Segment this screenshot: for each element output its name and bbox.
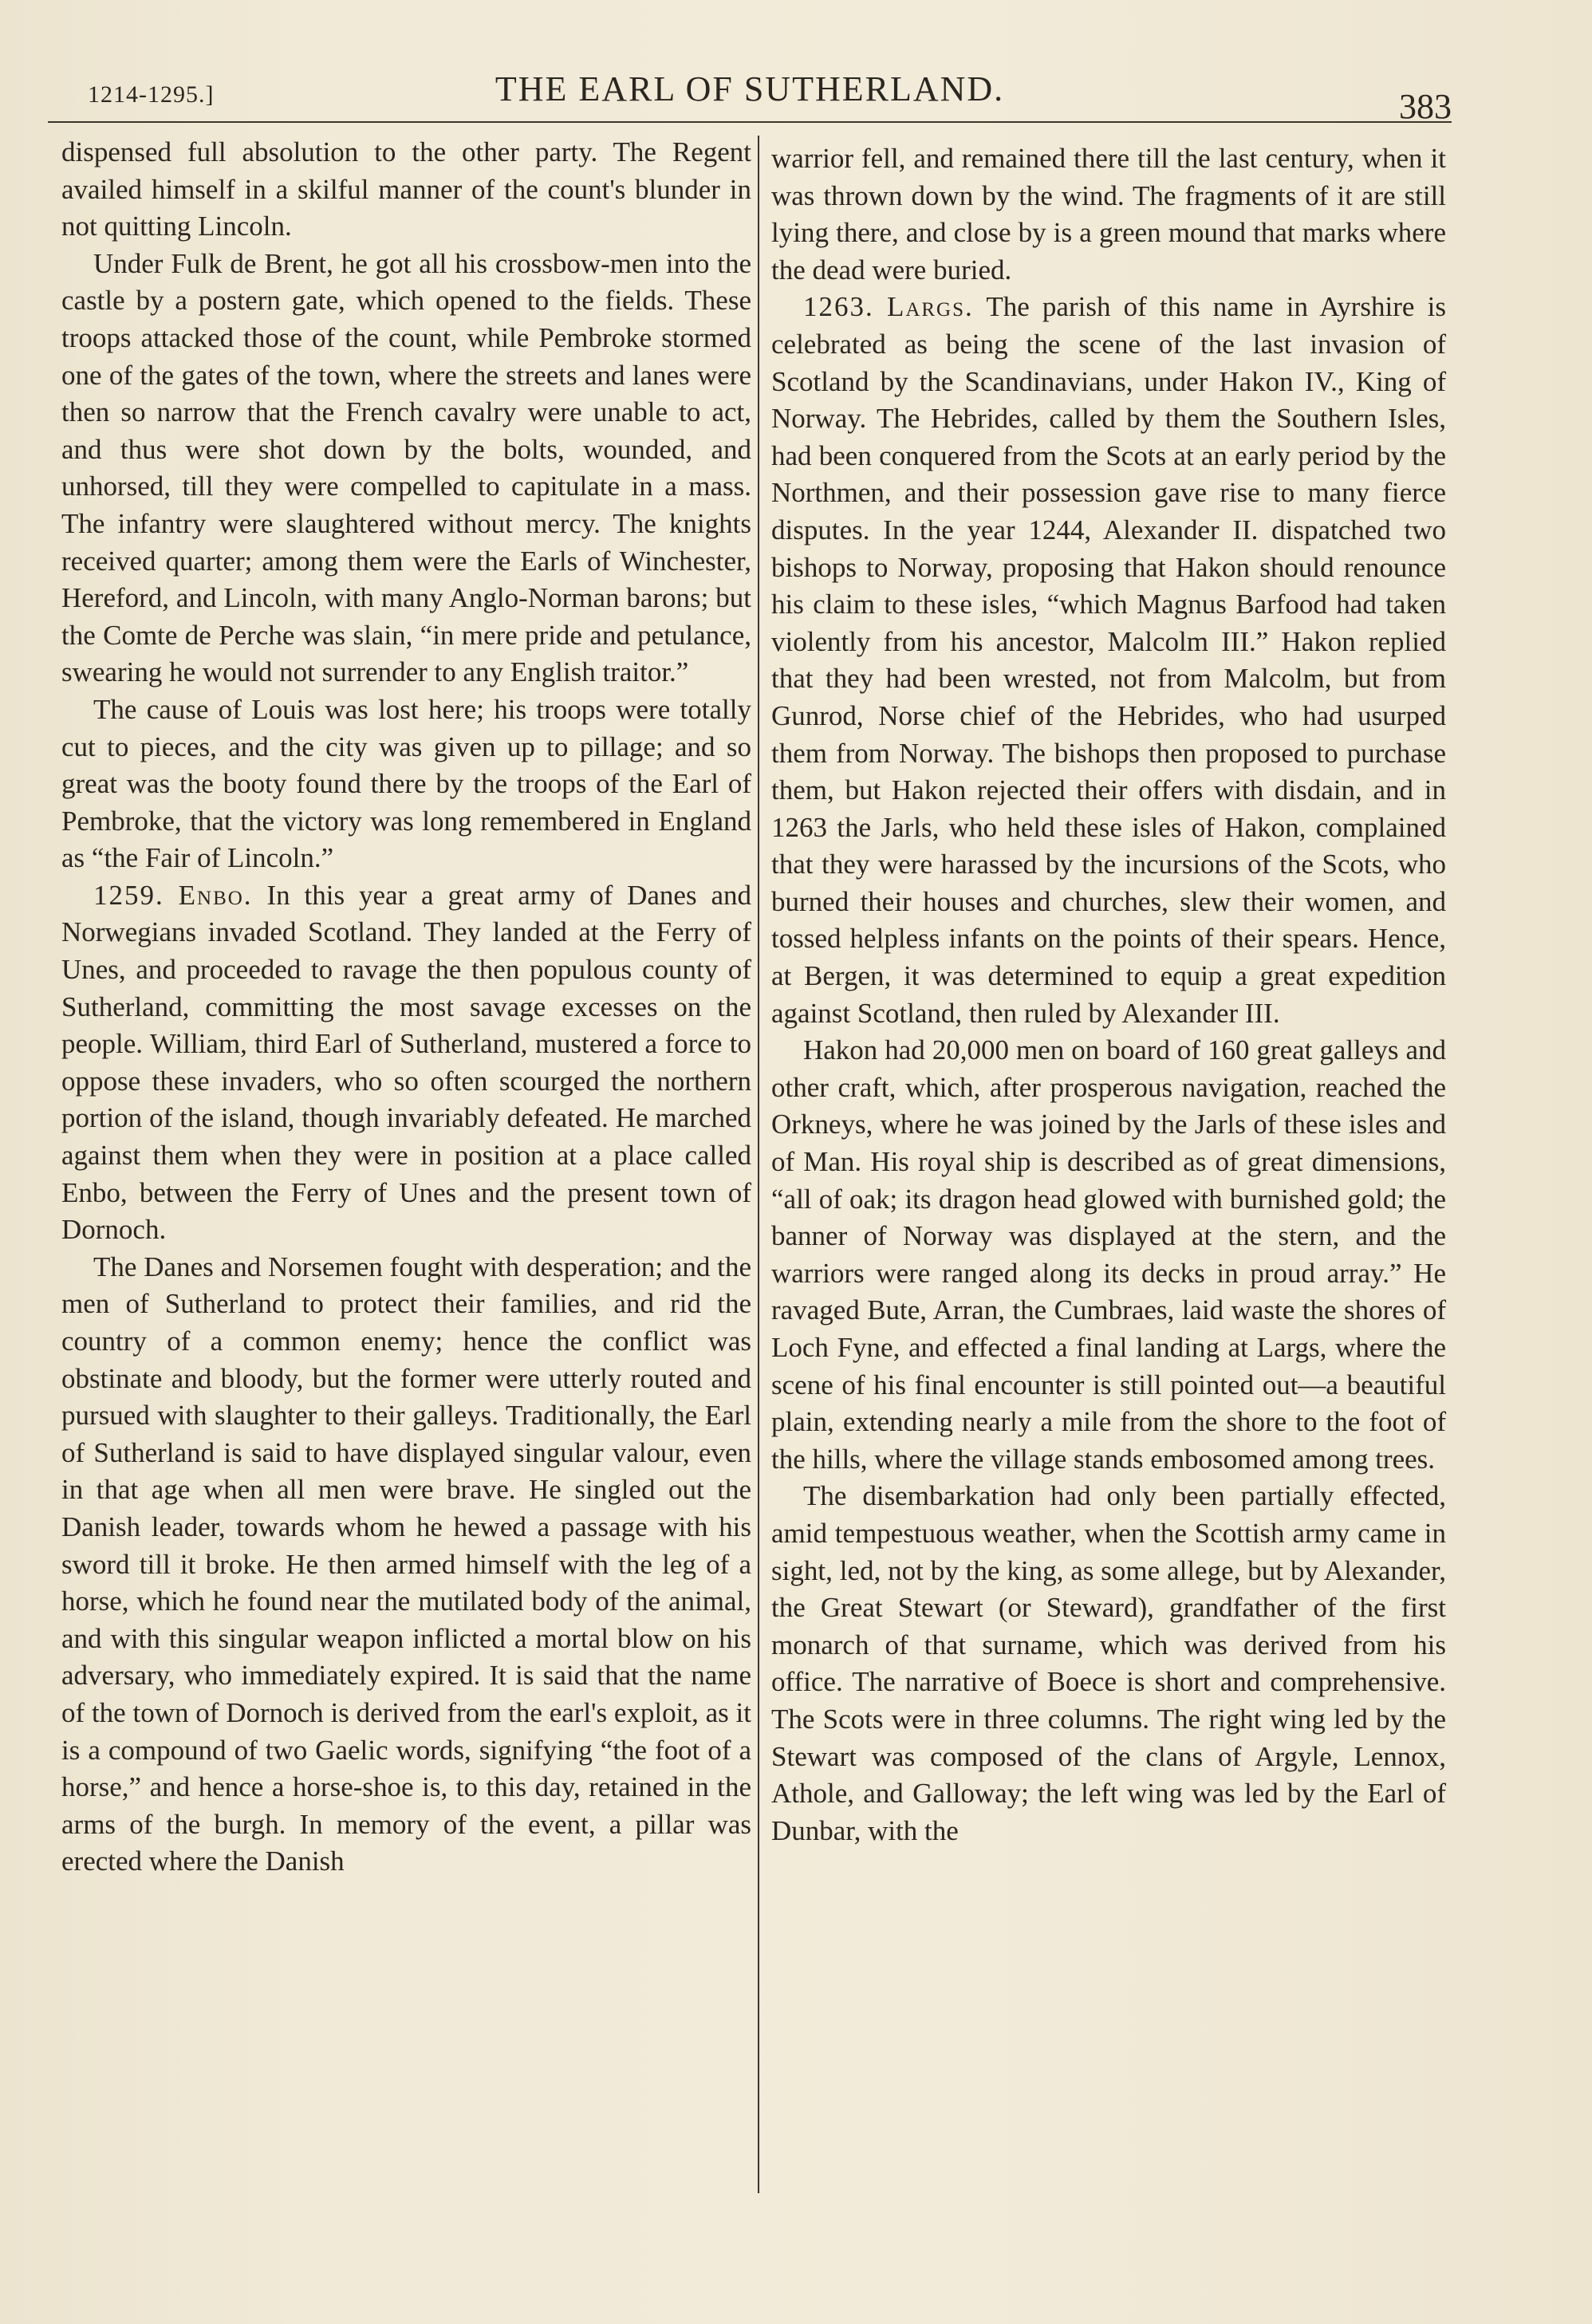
section-year: 1263. xyxy=(803,291,874,323)
paragraph: The disembarkation had only been partially effected, amid tempestuous weather, when the Scottish army came in sight, led, not by the king, as some allege, but by Alexander, the Great Stewart (or Steward), grandfather of the first monarch of that surname, which was derived from his office. The narrative of Boece is short and comprehensive. The Scots were in three columns. The right wing led by the Stewart was composed of the clans of Argyle, Lennox, Athole, and Galloway; the left wing was led by the Earl of Dunbar, with the xyxy=(771,1480,1446,1846)
paragraph: Hakon had 20,000 men on board of 160 great galleys and other craft, which, after prosperous navigation, reached the Orkneys, where he was joined by the Jarls of these isles and of Man. His royal ship is described as of great dimensions, “all of oak; its dragon head glowed with burnished gold; the banner of Norway was displayed at the stern, and the warriors were ranged along its decks in proud array.” He ravaged Bute, Arran, the Cumbraes, laid waste the shores of Loch Fyne, and effected a final landing at Largs, where the scene of his final encounter is still pointed out—a beautiful plain, extending nearly a mile from the shore to the foot of the hills, where the village stands embosomed among trees. xyxy=(771,1034,1446,1475)
column-divider xyxy=(758,136,759,2193)
running-head xyxy=(48,64,1452,126)
paragraph: The Danes and Norsemen fought with desperation; and the men of Sutherland to protect their families, and rid the country of a common enemy; hence the conflict was obstinate and bloody, but the former were utterly routed and pursued with slaughter to their galleys. Traditionally, the Earl of Sutherland is said to have displayed singular valour, even in that age when all men were brave. He singled out the Danish leader, towards whom he hewed a passage with his sword till it broke. He then armed himself with the leg of a horse, which he found near the mutilated body of the animal, and with this singular weapon inflicted a mortal blow on his adversary, who immediately expired. It is said that the name of the town of Dornoch is derived from the earl's exploit, as it is a compound of two Gaelic words, signifying “the foot of a horse,” and hence a horse-shoe is, to this day, retained in the arms of the burgh. In memory of the event, a pillar was erected where the Danish xyxy=(61,1251,751,1877)
date-range: 1214-1295.] xyxy=(88,81,215,108)
paragraph xyxy=(61,877,751,1249)
paragraph: dispensed full absolution to the other party. The Regent availed himself in a skilful manner of the count's blunder in not quitting Lincoln. xyxy=(61,136,751,242)
paragraph-text: In this year a great army of Danes and Norwegians invaded Scotland. They landed at the Ferry of Unes, and proceeded to ravage the then populous county of Sutherland, committing the most savage excesses on the people. William, third Earl of Sutherland, mustered a force to oppose these invaders, who so often scourged the northern portion of the island, though invariably defeated. He marched against them when they were in position at a place called Enbo, between the Ferry of Unes and the present town of Dornoch. xyxy=(61,879,752,1246)
header-rule xyxy=(48,121,1452,123)
section-year: 1259. xyxy=(93,879,164,911)
page-number: 383 xyxy=(1399,87,1452,126)
paragraph-text: The parish of this name in Ayrshire is celebrated as being the scene of the last invasion of Scotland by the Scandinavians, under Hakon IV., King of Norway. The Hebrides, called by them the Southern Isles, had been conquered from the Scots at an early period by the Northmen, and their possession gave rise to many fierce disputes. In the year 1244, Alexander II. dispatched two bishops to Norway, proposing that Hakon should renounce his claim to these isles, “which Magnus Barfood had taken violently from his ancestor, Malcolm III.” Hakon replied that they had been wrested, not from Malcolm, but from Gunrod, Norse chief of the Hebrides, who had usurped them from Norway. The bishops then proposed to purchase them, but Hakon rejected their offers with disdain, and in 1263 the Jarls, who held these isles of Hakon, complained that they were harassed by the incursions of the Scots, who burned their houses and churches, slew their women, and tossed helpless infants on the points of their spears. Hence, at Bergen, it was determined to equip a great expedition against Scotland, then ruled by Alexander III. xyxy=(771,291,1446,1029)
right-column xyxy=(771,140,1446,1849)
paragraph: The cause of Louis was lost here; his troops were totally cut to pieces, and the city was given up to pillage; and so great was the booty found there by the troops of the Earl of Pembroke, that the victory was long remembered in England as “the Fair of Lincoln.” xyxy=(61,693,751,874)
left-column xyxy=(61,134,751,1881)
section-place: Largs. xyxy=(886,291,974,323)
section-place: Enbo. xyxy=(178,879,253,911)
paragraph xyxy=(771,289,1446,1032)
paragraph: Under Fulk de Brent, he got all his crossbow-men into the castle by a postern gate, which opened to the fields. These troops attacked those of the count, while Pembroke stormed one of the gates of the town, where the streets and lanes were then so narrow that the French cavalry were unable to act, and thus were shot down by the bolts, wounded, and unhorsed, till they were compelled to capitulate in a mass. The infantry were slaughtered without mercy. The knights received quarter; among them were the Earls of Winchester, Hereford, and Lincoln, with many Anglo-Norman barons; but the Comte de Perche was slain, “in mere pride and petulance, swearing he would not surrender to any English traitor.” xyxy=(61,247,751,688)
paragraph: warrior fell, and remained there till the last century, when it was thrown down by the wind. The fragments of it are still lying there, and close by is a green mound that marks where the dead were buried. xyxy=(771,143,1446,286)
page-title: THE EARL OF SUTHERLAND. xyxy=(495,69,1005,108)
